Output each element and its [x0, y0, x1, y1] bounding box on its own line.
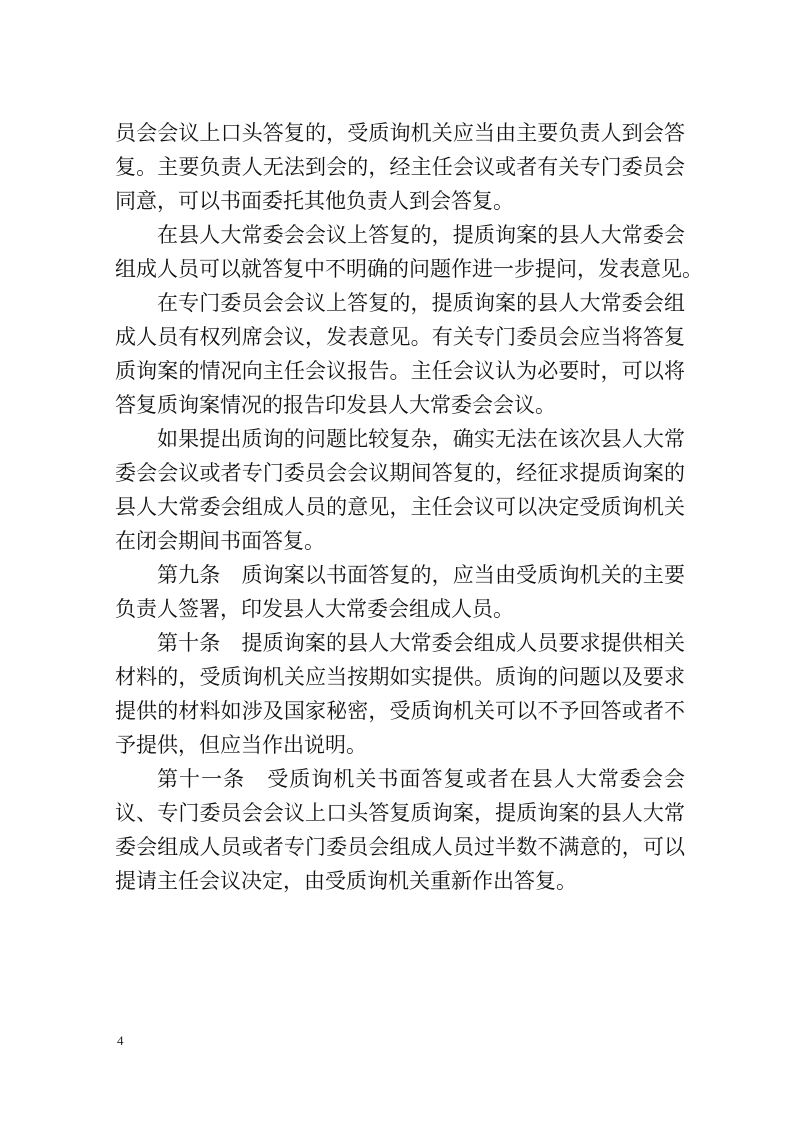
text-line: 质询案的情况向主任会议报告。主任会议认为必要时，可以将	[115, 359, 685, 383]
text-line: 复。主要负责人无法到会的，经主任会议或者有关专门委员会	[115, 155, 685, 179]
text-line: 提请主任会议决定，由受质询机关重新作出答复。	[115, 869, 577, 893]
text-line: 提供的材料如涉及国家秘密，受质询机关可以不予回答或者不	[115, 699, 685, 723]
text-line: 负责人签署，印发县人大常委会组成人员。	[115, 597, 514, 621]
text-line: 材料的，受质询机关应当按期如实提供。质询的问题以及要求	[115, 665, 685, 689]
article-9-line: 第九条 质询案以书面答复的，应当由受质询机关的主要	[157, 563, 685, 587]
text-line: 如果提出质询的问题比较复杂，确实无法在该次县人大常	[157, 427, 685, 451]
text-line: 组成人员可以就答复中不明确的问题作进一步提问，发表意见。	[115, 257, 703, 281]
document-body	[115, 116, 703, 898]
text-line: 在县人大常委会会议上答复的，提质询案的县人大常委会	[157, 223, 685, 247]
text-line: 委会会议或者专门委员会会议期间答复的，经征求提质询案的	[115, 461, 685, 485]
text-line: 委会组成人员或者专门委员会组成人员过半数不满意的，可以	[115, 835, 685, 859]
page-number: 4	[117, 1033, 124, 1048]
text-line: 在专门委员会会议上答复的，提质询案的县人大常委会组	[157, 291, 685, 315]
article-11-line: 第十一条 受质询机关书面答复或者在县人大常委会会	[157, 767, 685, 791]
text-line: 同意，可以书面委托其他负责人到会答复。	[115, 189, 514, 213]
text-line: 予提供，但应当作出说明。	[115, 733, 367, 757]
text-line: 议、专门委员会会议上口头答复质询案，提质询案的县人大常	[115, 801, 685, 825]
text-line: 成人员有权列席会议，发表意见。有关专门委员会应当将答复	[115, 325, 685, 349]
text-line: 县人大常委会组成人员的意见，主任会议可以决定受质询机关	[115, 495, 685, 519]
article-10-line: 第十条 提质询案的县人大常委会组成人员要求提供相关	[157, 631, 685, 655]
text-line: 在闭会期间书面答复。	[115, 529, 325, 553]
text-line: 员会会议上口头答复的，受质询机关应当由主要负责人到会答	[115, 121, 685, 145]
text-line: 答复质询案情况的报告印发县人大常委会会议。	[115, 393, 556, 417]
